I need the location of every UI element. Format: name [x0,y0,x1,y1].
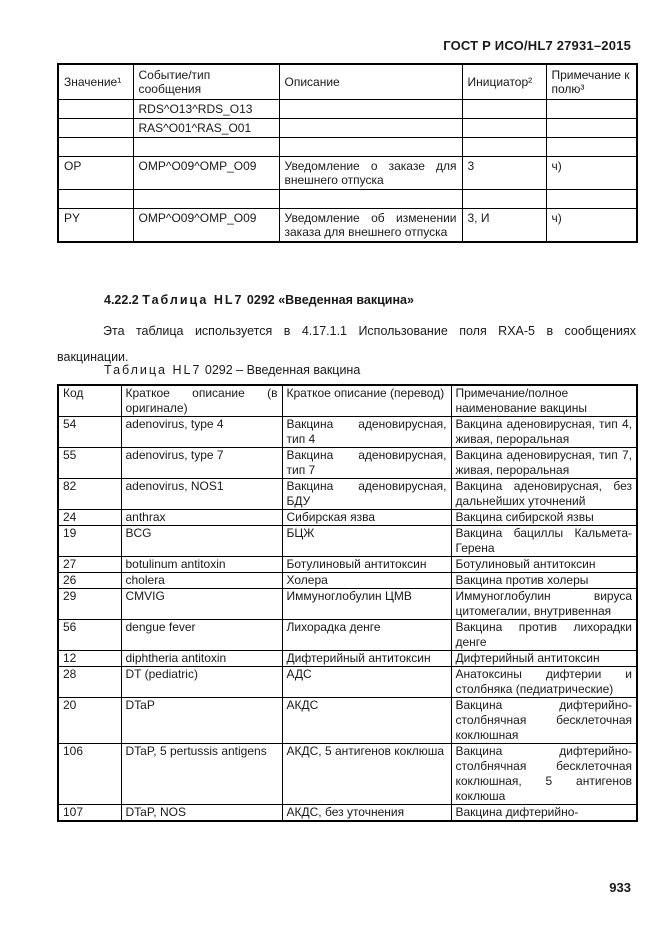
table-cell-initiator: 3, И [462,209,546,243]
table-cell-initiator [462,138,546,157]
table-cell-note: Вакцина аденовирусная, тип 7, живая, пероральная [451,448,637,479]
table-cell-note: Иммуноглобулин вируса цитомегалии, внутривенная [451,589,637,620]
table-row [58,209,637,243]
table-row [58,620,637,651]
table-cell-event [133,190,279,209]
table-cell-original: botulinum antitoxin [121,557,282,573]
table-cell-original: anthrax [121,510,282,526]
table-cell-note [546,190,637,209]
table-row [58,573,637,589]
table-row [58,157,637,190]
table-cell-translation: Ботулиновый антитоксин [282,557,451,573]
body-paragraph: Эта таблица используется в 4.17.1.1 Использование поля RXA-5 в сообщениях вакцинации. [57,324,636,364]
table-cell-value [58,190,133,209]
table-cell-event: OMP^O09^OMP_O09 [133,209,279,243]
table-cell-description [279,190,462,209]
table-cell-translation: АКДС, без уточнения [282,805,451,822]
table-cell-value [58,119,133,138]
vaccine-table [57,384,638,822]
table-cell-translation: Сибирская язва [282,510,451,526]
table-cell-code: 19 [58,526,121,557]
table-cell-code: 82 [58,479,121,510]
table-cell-note: Ботулиновый антитоксин [451,557,637,573]
column-header: Краткое описание (перевод) [282,385,451,417]
table-row [58,698,637,744]
table-cell-note: Вакцина бациллы Кальмета-Герена [451,526,637,557]
table-cell-code: 26 [58,573,121,589]
table-cell-translation: Иммуноглобулин ЦМВ [282,589,451,620]
table-cell-note [546,100,637,119]
table-cell-original: adenovirus, type 7 [121,448,282,479]
table-cell-value: PY [58,209,133,243]
table-row [58,744,637,805]
column-header: Значение¹ [58,64,133,100]
table-cell-code: 107 [58,805,121,822]
table-cell-original: DT (pediatric) [121,667,282,698]
table-row [58,479,637,510]
table-cell-note: ч) [546,157,637,190]
table-cell-translation: Дифтерийный антитоксин [282,651,451,667]
section-title: 0292 «Введенная вакцина» [243,293,414,307]
table-cell-translation: Вакцина аденовирусная, тип 4 [282,417,451,448]
table-cell-event: OMP^O09^OMP_O09 [133,157,279,190]
table-cell-code: 55 [58,448,121,479]
section-number: 4.22.2 [104,293,139,307]
column-header: Событие/тип сообщения [133,64,279,100]
table-cell-code: 29 [58,589,121,620]
table-cell-value: OP [58,157,133,190]
table-cell-event: RDS^O13^RDS_O13 [133,100,279,119]
table-header-row [58,385,637,417]
table-cell-code: 24 [58,510,121,526]
table-cell-code: 12 [58,651,121,667]
table-cell-note: Вакцина против холеры [451,573,637,589]
table-cell-original: dengue fever [121,620,282,651]
table-cell-original: adenovirus, type 4 [121,417,282,448]
column-header: Примечание/полное наименование вакцины [451,385,637,417]
table-cell-note: Вакцина против лихорадки денге [451,620,637,651]
column-header: Примечание к полю³ [546,64,637,100]
table-cell-note [546,119,637,138]
table-cell-translation: Холера [282,573,451,589]
table-cell-initiator [462,190,546,209]
table-cell-original: adenovirus, NOS1 [121,479,282,510]
table-cell-translation: Вакцина аденовирусная, БДУ [282,479,451,510]
table-cell-note: ч) [546,209,637,243]
table-row [58,448,637,479]
table-cell-description [279,119,462,138]
table-cell-code: 28 [58,667,121,698]
table-caption-text: 0292 – Введенная вакцина [201,363,361,377]
table-row [58,589,637,620]
table-cell-translation: Лихорадка денге [282,620,451,651]
table-cell-note: Анатоксины дифтерии и столбняка (педиатрические) [451,667,637,698]
section-heading [104,293,414,307]
table-caption [104,363,360,377]
table-cell-description: Уведомление о заказе для внешнего отпуска [279,157,462,190]
table-cell-note [546,138,637,157]
table-cell-note: Дифтерийный антитоксин [451,651,637,667]
table-cell-note: Вакцина дифтерийно-столбнячная бесклеточная коклюшная [451,698,637,744]
table-cell-original: CMVIG [121,589,282,620]
table-cell-code: 20 [58,698,121,744]
table-row [58,119,637,138]
column-header: Инициатор² [462,64,546,100]
table-cell-translation: БЦЖ [282,526,451,557]
column-header: Описание [279,64,462,100]
table-cell-original: diphtheria antitoxin [121,651,282,667]
table-cell-value [58,138,133,157]
table-row [58,417,637,448]
column-header: Код [58,385,121,417]
table-header-row [58,64,637,100]
table-row [58,557,637,573]
table-cell-translation: АКДС, 5 антигенов коклюша [282,744,451,805]
table-cell-note: Вакцина аденовирусная, тип 4, живая, пероральная [451,417,637,448]
column-header: Краткое описание (в оригинале) [121,385,282,417]
table-cell-event: RAS^O01^RAS_O01 [133,119,279,138]
table-row [58,805,637,822]
table-cell-translation: АКДС [282,698,451,744]
table-cell-note: Вакцина дифтерийно- [451,805,637,822]
page-number: 933 [609,880,631,895]
table-row [58,667,637,698]
table-cell-original: cholera [121,573,282,589]
table-cell-note: Вакцина сибирской язвы [451,510,637,526]
table-cell-translation: Вакцина аденовирусная, тип 7 [282,448,451,479]
table-cell-note: Вакцина дифтерийно-столбнячная бесклеточная коклюшная, 5 антигенов коклюша [451,744,637,805]
table-cell-initiator [462,100,546,119]
table-cell-note: Вакцина аденовирусная, без дальнейших уточнений [451,479,637,510]
table-row [58,510,637,526]
table-cell-description [279,138,462,157]
table-cell-event [133,138,279,157]
table-cell-code: 106 [58,744,121,805]
table-cell-original: DTaP, NOS [121,805,282,822]
table-cell-code: 27 [58,557,121,573]
table-row [58,526,637,557]
table-cell-original: DTaP, 5 pertussis antigens [121,744,282,805]
section-title-spaced: Таблица HL7 [142,293,244,307]
event-type-table [57,63,638,243]
table-cell-original: DTaP [121,698,282,744]
table-row [58,138,637,157]
table-caption-label: Таблица HL7 [104,363,202,377]
table-row [58,651,637,667]
table-cell-code: 56 [58,620,121,651]
table-row [58,190,637,209]
table-cell-translation: АДС [282,667,451,698]
table-cell-initiator [462,119,546,138]
table-row [58,100,637,119]
table-cell-original: BCG [121,526,282,557]
table-cell-initiator: 3 [462,157,546,190]
table-cell-code: 54 [58,417,121,448]
table-cell-description: Уведомление об изменении заказа для внешнего отпуска [279,209,462,243]
table-cell-description [279,100,462,119]
document-code-header: ГОСТ Р ИСО/HL7 27931–2015 [443,38,631,53]
table-cell-value [58,100,133,119]
